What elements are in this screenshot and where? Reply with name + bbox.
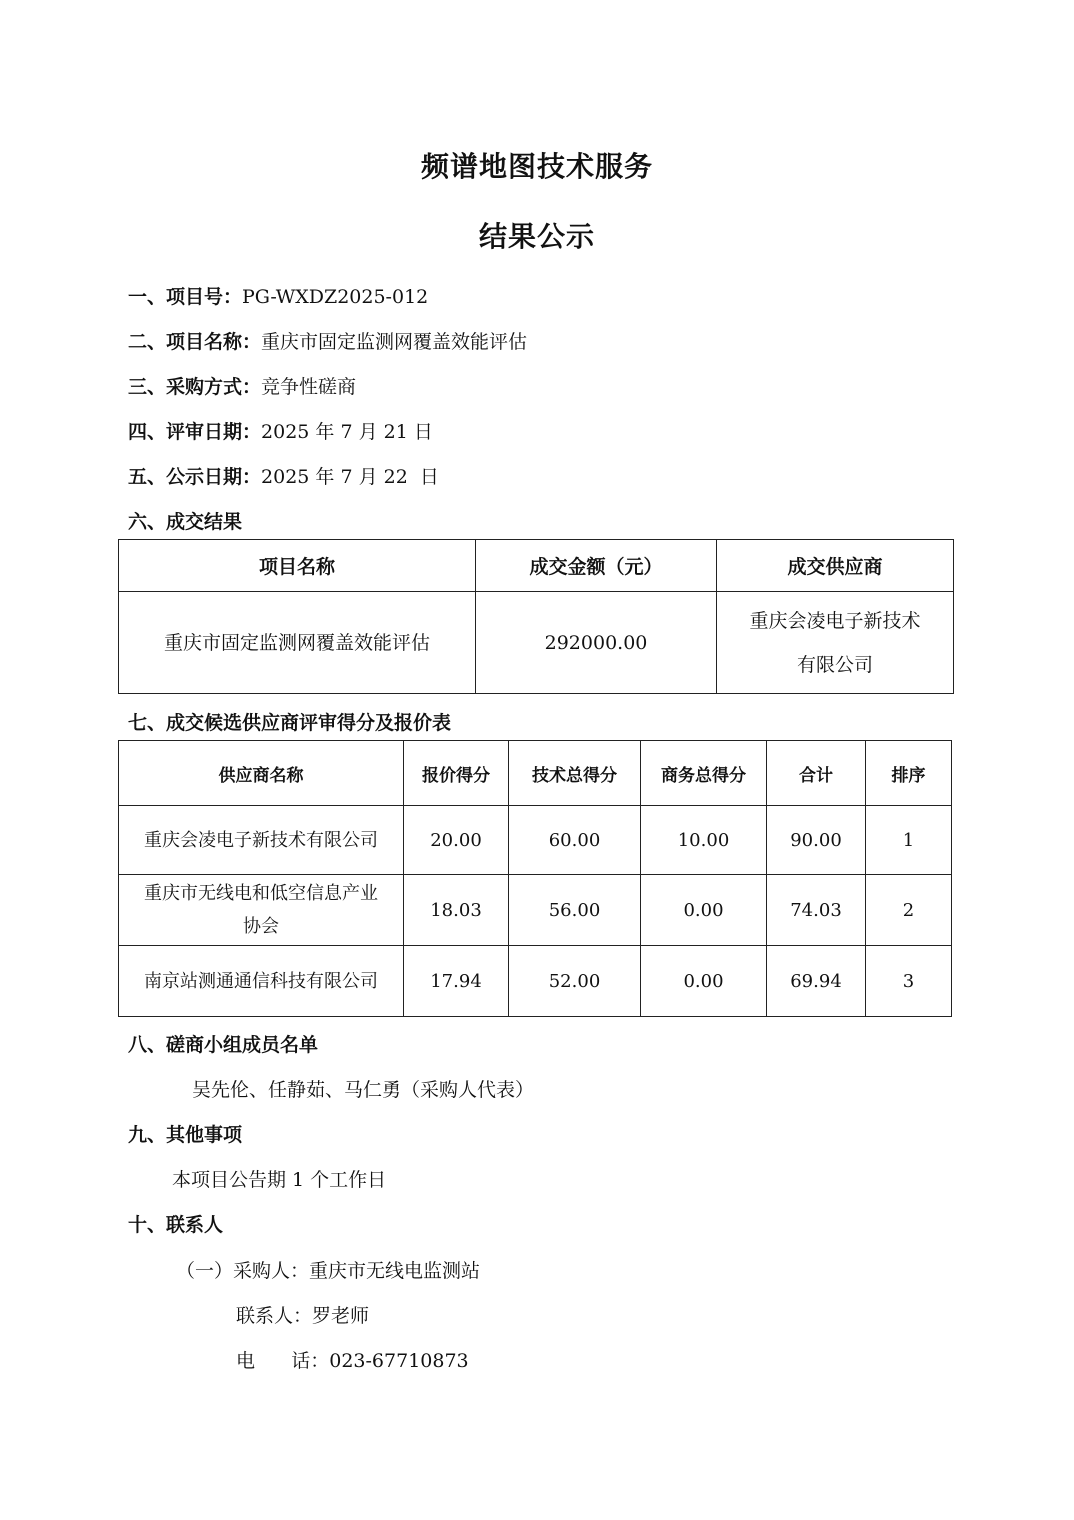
cell-deal-supplier bbox=[717, 592, 954, 694]
cell-total: 90.00 bbox=[767, 806, 866, 875]
cell-rank: 2 bbox=[866, 875, 952, 946]
section9-heading: 九、其他事项 bbox=[128, 1124, 243, 1146]
purchaser-line: （一）采购人：重庆市无线电监测站 bbox=[176, 1260, 481, 1282]
project-name-label: 二、项目名称： bbox=[128, 331, 262, 353]
project-number-value: PG-WXDZ2025-012 bbox=[242, 286, 429, 308]
procurement-method-line bbox=[128, 375, 356, 399]
cell-tech-score: 60.00 bbox=[509, 806, 641, 875]
panel-members: 吴先伦、任静茹、马仁勇（采购人代表） bbox=[192, 1079, 535, 1101]
announce-date-line bbox=[128, 465, 439, 489]
cell-supplier-name: 南京站测通通信科技有限公司 bbox=[119, 946, 404, 1017]
other-matters-text: 本项目公告期 1 个工作日 bbox=[172, 1169, 387, 1191]
section6-heading: 六、成交结果 bbox=[128, 511, 243, 533]
cell-price-score: 18.03 bbox=[404, 875, 509, 946]
header-project-name: 项目名称 bbox=[119, 540, 476, 592]
project-number-label: 一、项目号： bbox=[128, 286, 243, 308]
phone-label: 电 话： bbox=[236, 1350, 330, 1372]
cell-supplier-name bbox=[119, 875, 404, 946]
cell-total: 74.03 bbox=[767, 875, 866, 946]
header-supplier-name: 供应商名称 bbox=[119, 741, 404, 806]
cell-deal-amount: 292000.00 bbox=[476, 592, 717, 694]
table-header-row bbox=[119, 540, 954, 592]
table-header-row bbox=[119, 741, 952, 806]
announce-date-label: 五、公示日期： bbox=[128, 466, 262, 488]
supplier-line1: 重庆会凌电子新技术 bbox=[749, 609, 921, 632]
project-name-value: 重庆市固定监测网覆盖效能评估 bbox=[261, 331, 528, 353]
supplier-name-line2: 协会 bbox=[243, 916, 279, 937]
cell-supplier-name: 重庆会凌电子新技术有限公司 bbox=[119, 806, 404, 875]
cell-business-score: 10.00 bbox=[641, 806, 767, 875]
contact-person-line: 联系人：罗老师 bbox=[236, 1305, 370, 1327]
cell-business-score: 0.00 bbox=[641, 946, 767, 1017]
section8-heading: 八、磋商小组成员名单 bbox=[128, 1034, 319, 1056]
cell-total: 69.94 bbox=[767, 946, 866, 1017]
phone-number: 023-67710873 bbox=[329, 1350, 469, 1372]
document-title: 频谱地图技术服务 bbox=[420, 150, 653, 183]
project-number-line bbox=[128, 285, 428, 309]
header-deal-supplier: 成交供应商 bbox=[717, 540, 954, 592]
cell-rank: 1 bbox=[866, 806, 952, 875]
candidate-score-table bbox=[118, 740, 952, 1017]
supplier-name-line1: 重庆市无线电和低空信息产业 bbox=[144, 883, 378, 904]
cell-business-score: 0.00 bbox=[641, 875, 767, 946]
project-name-line bbox=[128, 330, 527, 354]
supplier-line2: 有限公司 bbox=[796, 653, 873, 676]
table-row bbox=[119, 875, 952, 946]
header-tech-score: 技术总得分 bbox=[509, 741, 641, 806]
header-deal-amount: 成交金额（元） bbox=[476, 540, 717, 592]
cell-price-score: 17.94 bbox=[404, 946, 509, 1017]
review-date-value: 2025 年 7 月 21 日 bbox=[261, 421, 433, 443]
header-rank: 排序 bbox=[866, 741, 952, 806]
header-business-score: 商务总得分 bbox=[641, 741, 767, 806]
cell-project-name: 重庆市固定监测网覆盖效能评估 bbox=[119, 592, 476, 694]
procurement-method-label: 三、采购方式： bbox=[128, 376, 262, 398]
procurement-method-value: 竞争性磋商 bbox=[261, 376, 357, 398]
cell-tech-score: 52.00 bbox=[509, 946, 641, 1017]
table-row bbox=[119, 592, 954, 694]
document-subtitle: 结果公示 bbox=[478, 220, 595, 253]
phone-line bbox=[236, 1349, 469, 1373]
review-date-line bbox=[128, 420, 433, 444]
cell-tech-score: 56.00 bbox=[509, 875, 641, 946]
deal-result-table bbox=[118, 539, 954, 694]
section10-heading: 十、联系人 bbox=[128, 1214, 224, 1236]
header-total: 合计 bbox=[767, 741, 866, 806]
review-date-label: 四、评审日期： bbox=[128, 421, 262, 443]
table-row bbox=[119, 806, 952, 875]
header-price-score: 报价得分 bbox=[404, 741, 509, 806]
announce-date-value: 2025 年 7 月 22 日 bbox=[261, 466, 439, 488]
cell-price-score: 20.00 bbox=[404, 806, 509, 875]
section7-heading: 七、成交候选供应商评审得分及报价表 bbox=[128, 712, 452, 734]
cell-rank: 3 bbox=[866, 946, 952, 1017]
table-row bbox=[119, 946, 952, 1017]
